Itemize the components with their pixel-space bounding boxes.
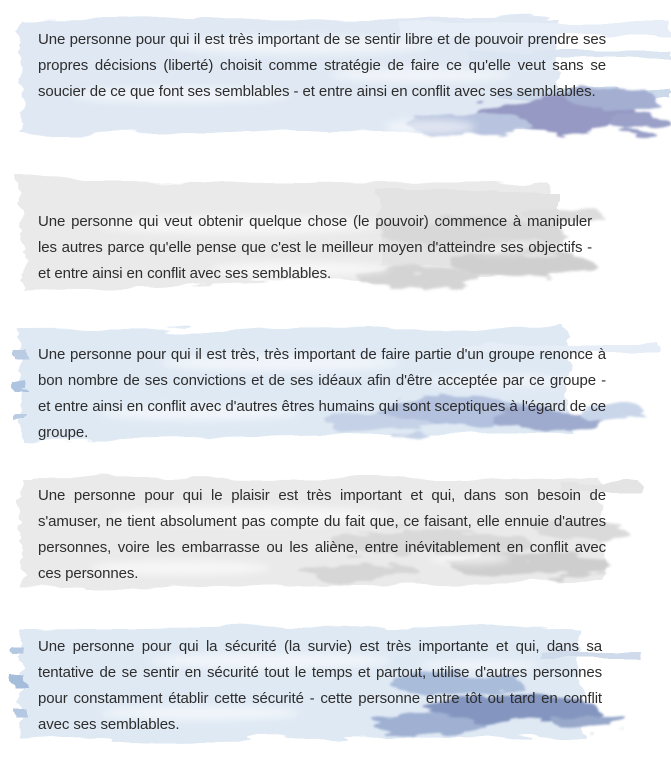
paragraph-text: Une personne pour qui la sécurité (la survie) est très importante et qui, dans sa tentative de se sentir en sécurité tout le temps et partout, utilise d'autres personnes pour constamment établir cette sécurité - cette personne entre tôt ou tard en conflit avec ses semblables. (38, 638, 602, 733)
paragraph-card (0, 470, 671, 596)
paragraph-card (0, 11, 671, 147)
paragraph-card (0, 621, 671, 745)
paragraph-text: Une personne pour qui le plaisir est très important et qui, dans son besoin de s'amuser, ne tient absolument pas compte du fait que, ce faisant, elle ennuie d'autres personnes, voire les embarrasse ou les aliène, entre inévitablement en conflit avec ces personnes. (38, 487, 606, 582)
paragraph-text: Une personne pour qui il est très, très important de faire partie d'un groupe renonce à bon nombre de ses convictions et de ses idéaux afin d'être acceptée par ce groupe - et entre ainsi en conflit avec d'autres êtres humains qui sont sceptiques à l'égard de ce groupe. (38, 346, 606, 441)
paragraph-card (0, 323, 671, 445)
paragraph-text: Une personne qui veut obtenir quelque chose (le pouvoir) commence à manipuler les autres parce qu'elle pense que c'est le meilleur moyen d'atteindre ses objectifs - et entre ainsi en conflit avec ses semblables. (38, 213, 592, 282)
paragraph-text: Une personne pour qui il est très important de se sentir libre et de pouvoir prendre ses propres décisions (liberté) choisit comme stratégie de faire ce qu'elle veut sans se soucier de ce que font ses semblables - et entre ainsi en conflit avec ses semblables. (38, 31, 606, 100)
paragraph-card (0, 173, 671, 297)
